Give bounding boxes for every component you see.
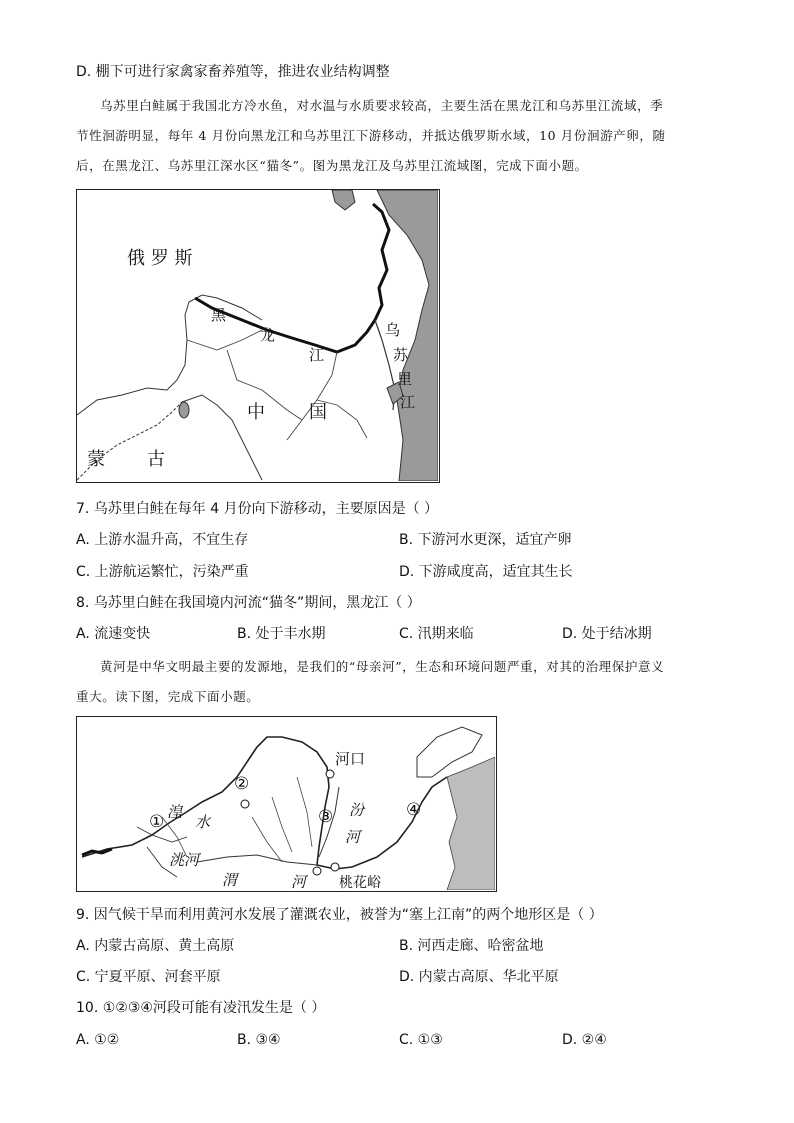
label-fen: 汾 (349, 801, 365, 819)
q9-option-b[interactable]: B. 河西走廊、哈密盆地 (399, 938, 544, 954)
q10-stem: 10. ①②③④河段可能有凌汛发生是（ ） (76, 1000, 326, 1016)
q10-option-b[interactable]: B. ③④ (237, 1032, 281, 1048)
passage2-line-2: 重大。读下图，完成下面小题。 (76, 689, 260, 704)
label-huang: 湟 (167, 803, 183, 821)
label-fen-he: 河 (345, 828, 361, 846)
label-guo: 国 (309, 402, 327, 423)
q9-option-c[interactable]: C. 宁夏平原、河套平原 (76, 969, 221, 985)
label-wei: 渭 (222, 871, 238, 889)
q8-option-d[interactable]: D. 处于结冰期 (562, 626, 652, 642)
label-su: 苏 (393, 346, 409, 364)
marker-2: ② (234, 774, 250, 794)
prev-option-d: D. 棚下可进行家禽家畜养殖等，推进农业结构调整 (76, 64, 390, 80)
q9-option-a[interactable]: A. 内蒙古高原、黄土高原 (76, 938, 235, 954)
passage1-line-1: 乌苏里白鲑属于我国北方冷水鱼，对水温与水质要求较高，主要生活在黑龙江和乌苏里江流域，季 (100, 98, 664, 113)
label-wei-he: 河 (291, 873, 307, 890)
q9-stem: 9. 因气候干旱而利用黄河水发展了灌溉农业，被誉为“塞上江南”的两个地形区是（ ） (76, 907, 603, 923)
label-gu: 古 (147, 449, 165, 470)
label-meng: 蒙 (87, 449, 105, 470)
passage2-line-1: 黄河是中华文明最主要的发源地，是我们的“母亲河”，生态和环境问题严重，对其的治理保护意义 (100, 659, 665, 674)
label-hekou: 河口 (335, 750, 366, 768)
q7-option-b[interactable]: B. 下游河水更深，适宜产卵 (399, 532, 572, 548)
heilongjiang-basin-map (76, 189, 440, 483)
label-taohuayu: 桃花峪 (339, 875, 381, 890)
label-zhong: 中 (247, 402, 265, 423)
q7-option-d[interactable]: D. 下游咸度高，适宜其生长 (399, 564, 573, 580)
marker-3: ③ (318, 807, 334, 827)
yellow-river-map (76, 716, 497, 892)
label-shui: 水 (195, 813, 211, 831)
q9-option-d[interactable]: D. 内蒙古高原、华北平原 (399, 969, 559, 985)
label-tao: 洮河 (169, 851, 200, 869)
q10-option-a[interactable]: A. ①② (76, 1032, 120, 1048)
passage1-line-3: 后，在黑龙江、乌苏里江深水区“猫冬”。图为黑龙江及乌苏里江流域图，完成下面小题。 (76, 158, 588, 173)
label-wu: 乌 (385, 321, 401, 339)
marker-4: ④ (406, 800, 422, 820)
label-jiang: 江 (309, 346, 325, 364)
label-hei: 黑 (211, 306, 227, 324)
q8-option-c[interactable]: C. 汛期来临 (399, 626, 474, 642)
passage1-line-2: 节性洄游明显，每年 4 月份向黑龙江和乌苏里江下游移动，并抵达俄罗斯水域，10 月份洄游产卵，随 (76, 128, 666, 143)
label-russia: 俄 罗 斯 (127, 248, 193, 269)
q8-option-b[interactable]: B. 处于丰水期 (237, 626, 326, 642)
label-jiang2: 江 (400, 393, 416, 411)
q8-stem: 8. 乌苏里白鲑在我国境内河流“猫冬”期间，黑龙江（ ） (76, 595, 421, 611)
q10-option-d[interactable]: D. ②④ (562, 1032, 607, 1048)
q10-option-c[interactable]: C. ①③ (399, 1032, 443, 1048)
label-long: 龙 (260, 326, 276, 344)
q7-stem: 7. 乌苏里白鲑在每年 4 月份向下游移动，主要原因是（ ） (76, 501, 439, 517)
q7-option-c[interactable]: C. 上游航运繁忙，污染严重 (76, 564, 249, 580)
label-li: 里 (397, 370, 413, 388)
q7-option-a[interactable]: A. 上游水温升高，不宜生存 (76, 532, 249, 548)
marker-1: ① (149, 812, 165, 832)
q8-option-a[interactable]: A. 流速变快 (76, 626, 151, 642)
